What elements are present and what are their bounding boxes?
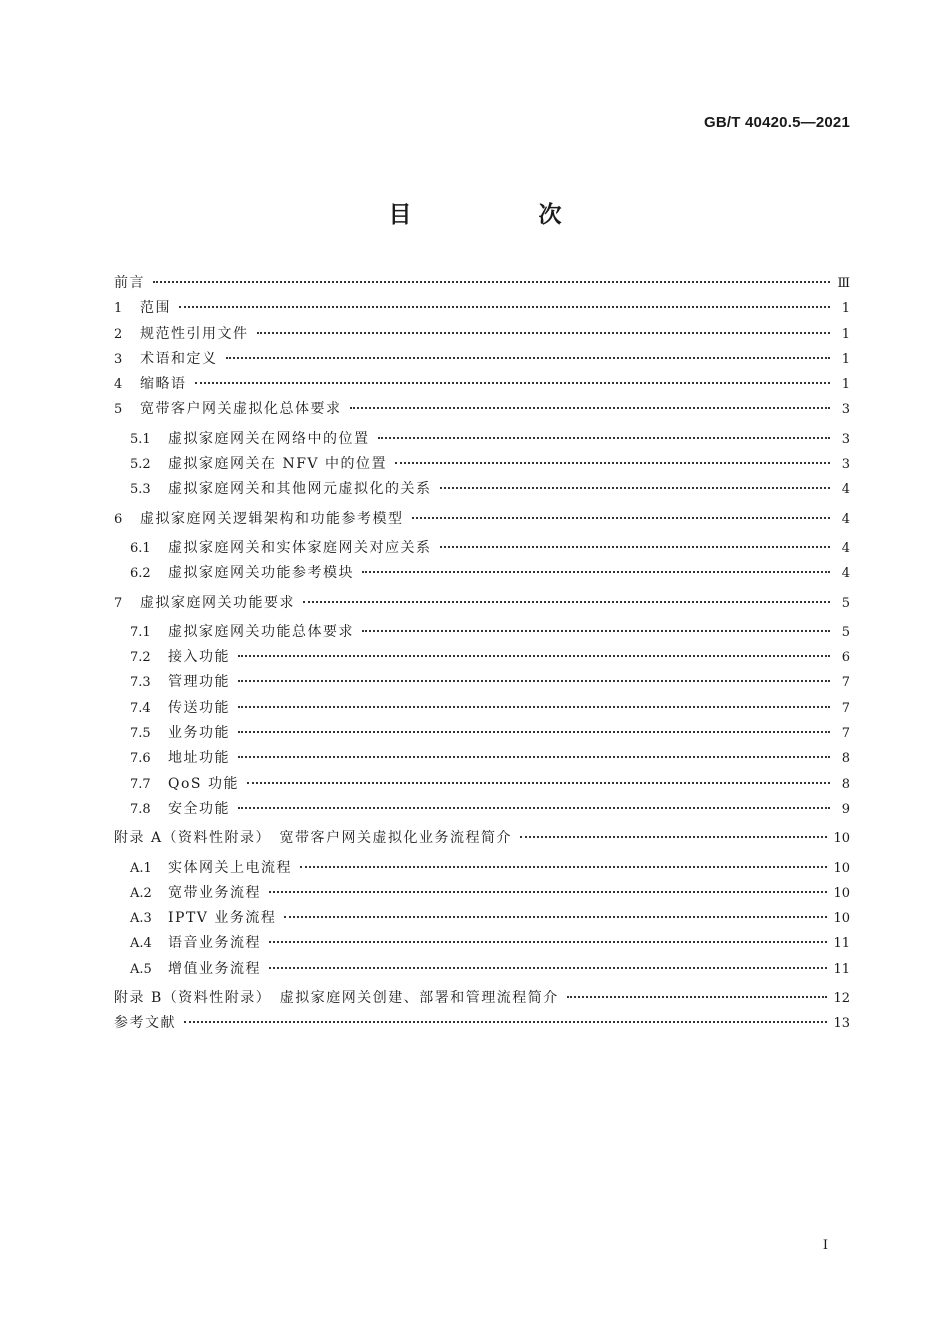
toc-entry-page: 11 (833, 961, 850, 977)
toc-leader-dots (362, 571, 830, 573)
toc-entry-label: 业务功能 (168, 725, 230, 742)
toc-entry-number: 5.1 (130, 431, 151, 447)
toc-entry-label: 增值业务流程 (168, 960, 261, 977)
toc-entry-page: 7 (841, 675, 850, 691)
toc-entry[interactable] (114, 398, 850, 423)
toc-leader-dots (184, 1021, 827, 1023)
toc-leader-dots (269, 967, 827, 969)
toc-entry[interactable] (114, 798, 850, 823)
toc-entry-label: 虚拟家庭网关在网络中的位置 (168, 430, 370, 447)
toc-leader-dots (269, 941, 827, 943)
toc-entry-page: 4 (841, 566, 850, 582)
toc-entry[interactable] (114, 932, 850, 957)
page-title: 目 次 (388, 202, 614, 228)
toc-entry-label: 虚拟家庭网关功能参考模块 (168, 565, 354, 582)
toc-leader-dots (238, 756, 830, 758)
toc-entry[interactable] (114, 592, 850, 617)
toc-entry-label: 附录 B（资料性附录） 虚拟家庭网关创建、部署和管理流程简介 (114, 990, 559, 1007)
toc-entry-page: 3 (841, 457, 850, 473)
toc-entry[interactable] (114, 907, 850, 932)
toc-leader-dots (153, 281, 830, 283)
toc-entry-label: 缩略语 (140, 376, 187, 393)
toc-entry[interactable] (114, 272, 850, 297)
toc-entry-number: 5 (114, 402, 123, 418)
toc-leader-dots (238, 655, 830, 657)
toc-entry[interactable] (114, 827, 850, 852)
toc-leader-dots (284, 916, 827, 918)
toc-entry-number: 7.3 (130, 675, 151, 691)
toc-entry-number: 5.3 (130, 482, 151, 498)
toc-entry[interactable] (114, 722, 850, 747)
toc-entry-number: 5.2 (130, 457, 151, 473)
toc-entry-page: Ⅲ (837, 276, 850, 291)
toc-leader-dots (378, 437, 831, 439)
toc-entry[interactable] (114, 373, 850, 398)
table-of-contents (114, 272, 850, 1038)
toc-entry-number: 4 (114, 377, 123, 393)
toc-entry-label: 规范性引用文件 (140, 325, 249, 342)
toc-entry-label: 管理功能 (168, 674, 230, 691)
toc-entry-page: 8 (841, 751, 850, 767)
toc-entry[interactable] (114, 537, 850, 562)
toc-entry[interactable] (114, 987, 850, 1012)
toc-leader-dots (195, 382, 831, 384)
toc-entry-page: 10 (833, 831, 850, 847)
toc-entry-page: 8 (841, 776, 850, 792)
toc-entry-label: 虚拟家庭网关逻辑架构和功能参考模型 (140, 510, 404, 527)
toc-leader-dots (395, 462, 830, 464)
toc-entry-label: 实体网关上电流程 (168, 859, 292, 876)
toc-leader-dots (238, 807, 830, 809)
toc-entry-number: 7.2 (130, 650, 151, 666)
page-number: I (822, 1238, 828, 1253)
toc-entry-page: 10 (833, 885, 850, 901)
toc-entry-label: IPTV 业务流程 (168, 910, 277, 927)
toc-entry-page: 10 (833, 860, 850, 876)
toc-leader-dots (238, 680, 830, 682)
toc-leader-dots (362, 630, 830, 632)
toc-entry[interactable] (114, 671, 850, 696)
toc-entry-page: 1 (841, 377, 850, 393)
toc-entry-page: 3 (841, 431, 850, 447)
toc-entry[interactable] (114, 348, 850, 373)
toc-entry-page: 11 (833, 936, 850, 952)
toc-entry-number: 3 (114, 351, 123, 367)
toc-entry-page: 9 (841, 801, 850, 817)
toc-entry[interactable] (114, 958, 850, 983)
toc-entry-page: 1 (841, 326, 850, 342)
toc-entry-page: 4 (841, 511, 850, 527)
toc-leader-dots (269, 891, 827, 893)
toc-leader-dots (247, 782, 830, 784)
toc-entry-page: 13 (833, 1016, 850, 1032)
toc-entry-label: 接入功能 (168, 649, 230, 666)
toc-entry-number: 7.7 (130, 776, 151, 792)
toc-leader-dots (300, 866, 827, 868)
toc-entry-label: 虚拟家庭网关功能要求 (140, 594, 295, 611)
toc-entry-page: 1 (841, 301, 850, 317)
toc-entry-page: 6 (841, 650, 850, 666)
toc-entry-page: 5 (841, 624, 850, 640)
toc-entry-page: 3 (841, 402, 850, 418)
toc-entry[interactable] (114, 773, 850, 798)
toc-entry-number: A.2 (130, 885, 152, 901)
toc-entry-label: 宽带业务流程 (168, 884, 261, 901)
toc-entry-number: 6.2 (130, 566, 151, 582)
toc-entry[interactable] (114, 428, 850, 453)
toc-entry-number: A.3 (130, 911, 152, 927)
toc-entry[interactable] (114, 857, 850, 882)
toc-entry-label: QoS 功能 (168, 775, 239, 792)
toc-entry[interactable] (114, 621, 850, 646)
toc-leader-dots (440, 487, 831, 489)
toc-entry-label: 安全功能 (168, 800, 230, 817)
toc-entry-number: 7.4 (130, 700, 151, 716)
toc-entry[interactable] (114, 453, 850, 478)
toc-entry-page: 10 (833, 911, 850, 927)
toc-entry[interactable] (114, 747, 850, 772)
toc-entry-label: 传送功能 (168, 699, 230, 716)
standard-code: GB/T 40420.5—2021 (704, 114, 850, 131)
toc-entry-number: A.4 (130, 936, 152, 952)
toc-leader-dots (350, 407, 831, 409)
toc-entry-page: 7 (841, 726, 850, 742)
toc-entry-label: 前言 (114, 275, 145, 291)
toc-entry[interactable] (114, 1012, 850, 1037)
toc-entry[interactable] (114, 508, 850, 533)
toc-entry-page: 12 (833, 991, 850, 1007)
toc-entry[interactable] (114, 562, 850, 587)
toc-entry-label: 虚拟家庭网关和实体家庭网关对应关系 (168, 539, 432, 556)
toc-leader-dots (238, 731, 830, 733)
toc-entry-number: 1 (114, 301, 123, 317)
toc-entry-label: 宽带客户网关虚拟化总体要求 (140, 401, 342, 418)
toc-entry-label: 附录 A（资料性附录） 宽带客户网关虚拟化业务流程简介 (114, 830, 513, 847)
toc-leader-dots (440, 546, 831, 548)
toc-entry-number: 7 (114, 595, 123, 611)
toc-entry-number: 7.8 (130, 801, 151, 817)
toc-entry[interactable] (114, 323, 850, 348)
toc-entry-number: A.1 (130, 860, 152, 876)
toc-entry-label: 虚拟家庭网关在 NFV 中的位置 (168, 456, 387, 473)
toc-leader-dots (257, 332, 831, 334)
toc-entry-label: 虚拟家庭网关和其他网元虚拟化的关系 (168, 481, 432, 498)
toc-entry-number: 7.1 (130, 624, 151, 640)
toc-entry-page: 5 (841, 595, 850, 611)
toc-entry[interactable] (114, 646, 850, 671)
toc-leader-dots (238, 706, 830, 708)
toc-entry-number: 6 (114, 511, 123, 527)
toc-entry-page: 4 (841, 540, 850, 556)
toc-entry-label: 语音业务流程 (168, 935, 261, 952)
toc-leader-dots (226, 357, 831, 359)
toc-leader-dots (412, 517, 831, 519)
toc-entry-label: 术语和定义 (140, 350, 218, 367)
toc-entry-page: 7 (841, 700, 850, 716)
toc-entry-number: 6.1 (130, 540, 151, 556)
toc-entry-label: 虚拟家庭网关功能总体要求 (168, 623, 354, 640)
toc-entry-label: 范围 (140, 300, 171, 317)
toc-leader-dots (303, 601, 830, 603)
toc-entry-number: 2 (114, 326, 123, 342)
toc-entry-page: 1 (841, 351, 850, 367)
toc-entry[interactable] (114, 297, 850, 322)
toc-leader-dots (567, 996, 828, 998)
toc-entry-number: 7.6 (130, 751, 151, 767)
toc-entry-number: 7.5 (130, 726, 151, 742)
toc-entry[interactable] (114, 697, 850, 722)
toc-entry-label: 地址功能 (168, 750, 230, 767)
toc-entry-number: A.5 (130, 961, 152, 977)
toc-entry-label: 参考文献 (114, 1015, 176, 1032)
toc-entry[interactable] (114, 478, 850, 503)
toc-entry[interactable] (114, 882, 850, 907)
toc-entry-page: 4 (841, 482, 850, 498)
toc-leader-dots (179, 306, 830, 308)
toc-leader-dots (520, 836, 827, 838)
